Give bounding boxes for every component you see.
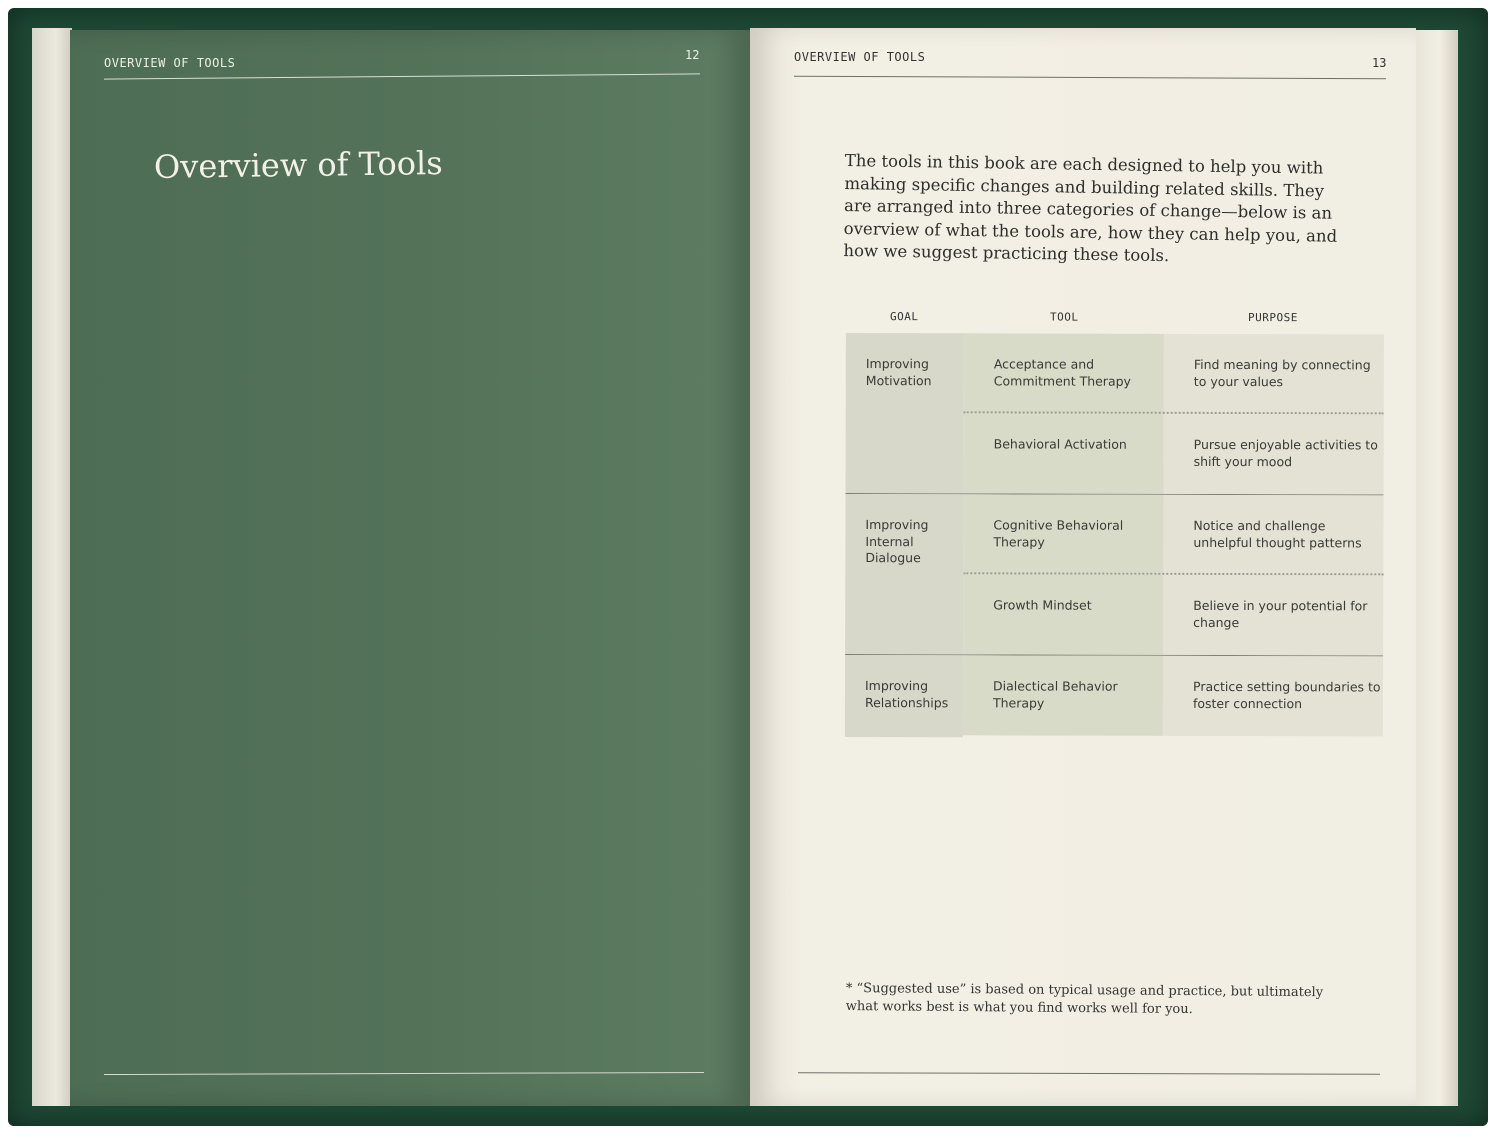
goal-cell: Improving Internal Dialogue (845, 494, 963, 654)
header-goal: GOAL (889, 310, 919, 324)
goal-cell: Improving Motivation (846, 333, 964, 493)
page-number: 12 (685, 48, 700, 62)
table-header (846, 308, 1384, 334)
purpose-cell: Notice and challenge unhelpful thought patterns (1163, 495, 1383, 576)
page-title: Overview of Tools (153, 143, 443, 186)
table-row (963, 655, 1383, 736)
tool-cell: Acceptance and Commitment Therapy (964, 333, 1164, 414)
running-head: OVERVIEW OF TOOLS (794, 50, 926, 64)
purpose-cell: Believe in your potential for change (1163, 575, 1383, 656)
purpose-cell: Pursue enjoyable activities to shift your mood (1164, 414, 1384, 495)
intro-paragraph: The tools in this book are each designed to help you with making specific changes and building related skills. They are arranged into three categories of change—below is an overview of what the tools are, how they can help you, and how we suggest practicing these tools. (843, 150, 1338, 266)
header-rule (104, 73, 700, 79)
purpose-cell: Find meaning by connecting to your values (1164, 334, 1384, 415)
table-group-relationships (845, 655, 1383, 738)
table-row (963, 494, 1383, 575)
right-page (750, 28, 1416, 1106)
tool-cell: Growth Mindset (963, 574, 1163, 655)
table-row (964, 333, 1384, 414)
table-group-internal-dialogue (845, 494, 1383, 656)
table-row (963, 574, 1383, 655)
table-row (964, 413, 1384, 494)
page-number: 13 (1372, 56, 1387, 70)
footer-rule (798, 1072, 1380, 1075)
left-page (70, 30, 750, 1106)
goal-cell: Improving Relationships (845, 655, 963, 737)
footer-rule (104, 1072, 704, 1075)
tool-cell: Cognitive Behavioral Therapy (963, 494, 1163, 575)
header-rule (794, 76, 1386, 80)
tools-table (845, 308, 1384, 738)
header-tool: TOOL (1049, 310, 1079, 324)
page-stack-left (32, 28, 72, 1106)
page-stack-right (1412, 30, 1458, 1106)
header-purpose: PURPOSE (1247, 311, 1298, 325)
table-group-motivation (846, 333, 1384, 495)
tool-cell: Behavioral Activation (964, 413, 1164, 494)
footnote: * “Suggested use” is based on typical usage and practice, but ultimately what works best is what you find works well for you. (845, 980, 1324, 1017)
tool-cell: Dialectical Behavior Therapy (963, 655, 1163, 736)
purpose-cell: Practice setting boundaries to foster connection (1163, 656, 1383, 737)
running-head: OVERVIEW OF TOOLS (104, 56, 236, 70)
